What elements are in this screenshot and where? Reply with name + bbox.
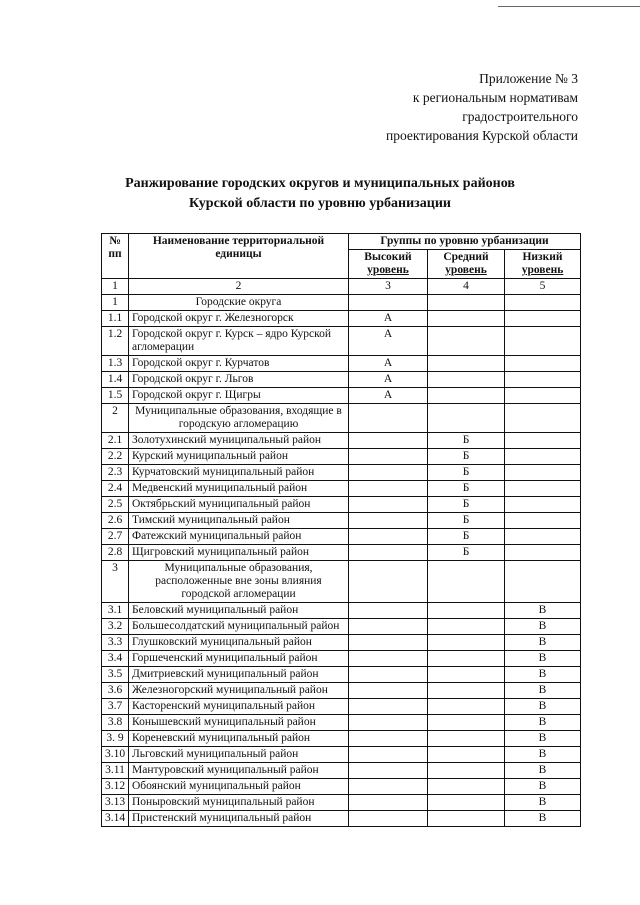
row-low-cell	[505, 465, 581, 481]
row-name-cell: Беловский муниципальный район	[129, 603, 349, 619]
row-number-cell: 1.5	[102, 388, 129, 404]
row-low-cell: В	[505, 699, 581, 715]
table-row	[102, 465, 581, 481]
row-low-cell	[505, 449, 581, 465]
row-number-cell: 3.5	[102, 667, 129, 683]
row-mid-cell: Б	[428, 529, 505, 545]
row-number-cell: 3.13	[102, 795, 129, 811]
row-mid-cell: Б	[428, 465, 505, 481]
row-low-cell: В	[505, 811, 581, 827]
row-high-cell	[349, 449, 428, 465]
row-low-cell: В	[505, 683, 581, 699]
table-row	[102, 779, 581, 795]
row-high-cell: А	[349, 327, 428, 356]
header-high-level: Высокий уровень	[349, 250, 428, 279]
row-low-cell: В	[505, 763, 581, 779]
row-mid-cell	[428, 619, 505, 635]
table-row	[102, 388, 581, 404]
row-name-cell: Октябрьский муниципальный район	[129, 497, 349, 513]
row-number-cell: 3.6	[102, 683, 129, 699]
row-name-cell: Тимский муниципальный район	[129, 513, 349, 529]
row-mid-cell	[428, 311, 505, 327]
row-mid-cell	[428, 747, 505, 763]
row-name-cell: Городской округ г. Щигры	[129, 388, 349, 404]
appendix-line-4: проектирования Курской области	[386, 128, 578, 143]
row-mid-cell: Б	[428, 449, 505, 465]
row-number-cell: 3.1	[102, 603, 129, 619]
row-low-cell	[505, 356, 581, 372]
row-name-cell: Обоянский муниципальный район	[129, 779, 349, 795]
row-high-cell	[349, 811, 428, 827]
row-mid-cell	[428, 795, 505, 811]
row-high-cell: А	[349, 372, 428, 388]
header-mid-level: Средний уровень	[428, 250, 505, 279]
row-name-cell: Железногорский муниципальный район	[129, 683, 349, 699]
title-line-1: Ранжирование городских округов и муниципальных районов	[125, 176, 515, 191]
row-name-cell: Городской округ г. Льгов	[129, 372, 349, 388]
row-mid-cell	[428, 811, 505, 827]
row-high-cell	[349, 651, 428, 667]
appendix-note	[330, 69, 578, 145]
appendix-line-3: градостроительного	[462, 109, 578, 124]
row-mid-cell: Б	[428, 481, 505, 497]
row-mid-cell	[428, 683, 505, 699]
header-row	[102, 234, 581, 250]
row-high-cell	[349, 513, 428, 529]
row-name-cell: Дмитриевский муниципальный район	[129, 667, 349, 683]
row-low-cell	[505, 497, 581, 513]
table-row	[102, 635, 581, 651]
row-low-cell	[505, 372, 581, 388]
row-low-cell	[505, 311, 581, 327]
header-low-level: Низкий уровень	[505, 250, 581, 279]
row-number-cell: 3. 9	[102, 731, 129, 747]
row-high-cell	[349, 619, 428, 635]
row-low-cell	[505, 561, 581, 603]
row-number-cell: 2.5	[102, 497, 129, 513]
row-name-cell: Большесолдатский муниципальный район	[129, 619, 349, 635]
row-mid-cell	[428, 295, 505, 311]
row-number-cell: 3.12	[102, 779, 129, 795]
row-number-cell: 3	[102, 561, 129, 603]
row-number-cell: 3.8	[102, 715, 129, 731]
table-row	[102, 763, 581, 779]
table-row	[102, 715, 581, 731]
row-high-cell	[349, 433, 428, 449]
row-number-cell: 2.8	[102, 545, 129, 561]
row-name-cell: Муниципальные образования, расположенные вне зоны влияния городской агломерации	[129, 561, 349, 603]
section-row	[102, 295, 581, 311]
colnum-cell: 2	[129, 279, 349, 295]
row-high-cell	[349, 545, 428, 561]
row-low-cell	[505, 295, 581, 311]
row-number-cell: 2.3	[102, 465, 129, 481]
row-name-cell: Городской округ г. Курск – ядро Курской агломерации	[129, 327, 349, 356]
row-number-cell: 3.10	[102, 747, 129, 763]
row-mid-cell: Б	[428, 545, 505, 561]
row-low-cell	[505, 404, 581, 433]
row-name-cell: Золотухинский муниципальный район	[129, 433, 349, 449]
row-low-cell: В	[505, 747, 581, 763]
table-row	[102, 372, 581, 388]
row-high-cell	[349, 667, 428, 683]
header-name: Наименование территориальной единицы	[129, 234, 349, 279]
row-high-cell	[349, 295, 428, 311]
appendix-line-2: к региональным нормативам	[412, 90, 578, 105]
table-row	[102, 603, 581, 619]
row-name-cell: Горшеченский муниципальный район	[129, 651, 349, 667]
row-high-cell	[349, 635, 428, 651]
row-number-cell: 2.7	[102, 529, 129, 545]
row-name-cell: Фатежский муниципальный район	[129, 529, 349, 545]
row-number-cell: 3.2	[102, 619, 129, 635]
row-low-cell: В	[505, 731, 581, 747]
row-number-cell: 1.2	[102, 327, 129, 356]
row-high-cell	[349, 404, 428, 433]
table-body	[102, 279, 581, 827]
row-high-cell	[349, 795, 428, 811]
row-high-cell	[349, 731, 428, 747]
row-high-cell	[349, 715, 428, 731]
row-name-cell: Городские округа	[129, 295, 349, 311]
document-title	[95, 174, 545, 214]
urbanization-ranking-table	[101, 233, 581, 827]
row-number-cell: 2	[102, 404, 129, 433]
row-name-cell: Щигровский муниципальный район	[129, 545, 349, 561]
row-low-cell: В	[505, 603, 581, 619]
row-mid-cell	[428, 715, 505, 731]
row-low-cell: В	[505, 795, 581, 811]
row-mid-cell	[428, 763, 505, 779]
table-row	[102, 731, 581, 747]
section-row	[102, 561, 581, 603]
row-high-cell: А	[349, 311, 428, 327]
colnum-cell: 1	[102, 279, 129, 295]
table-row	[102, 619, 581, 635]
table-row	[102, 433, 581, 449]
row-low-cell	[505, 513, 581, 529]
row-low-cell: В	[505, 619, 581, 635]
row-high-cell	[349, 763, 428, 779]
row-mid-cell	[428, 356, 505, 372]
row-name-cell: Муниципальные образования, входящие в городскую агломерацию	[129, 404, 349, 433]
row-mid-cell	[428, 779, 505, 795]
row-name-cell: Поныровский муниципальный район	[129, 795, 349, 811]
row-low-cell: В	[505, 715, 581, 731]
row-high-cell	[349, 497, 428, 513]
row-mid-cell	[428, 651, 505, 667]
table-row	[102, 481, 581, 497]
row-mid-cell	[428, 372, 505, 388]
row-number-cell: 3.14	[102, 811, 129, 827]
table-row	[102, 327, 581, 356]
table-row	[102, 545, 581, 561]
table-row	[102, 795, 581, 811]
header-number: № пп	[102, 234, 129, 279]
row-high-cell: А	[349, 388, 428, 404]
row-number-cell: 1.3	[102, 356, 129, 372]
section-row	[102, 404, 581, 433]
table-row	[102, 529, 581, 545]
top-edge-line	[498, 6, 640, 7]
row-number-cell: 2.6	[102, 513, 129, 529]
row-high-cell	[349, 481, 428, 497]
row-mid-cell	[428, 699, 505, 715]
table-row	[102, 683, 581, 699]
column-number-row	[102, 279, 581, 295]
row-mid-cell	[428, 561, 505, 603]
colnum-cell: 3	[349, 279, 428, 295]
row-name-cell: Пристенский муниципальный район	[129, 811, 349, 827]
row-number-cell: 3.11	[102, 763, 129, 779]
row-name-cell: Мантуровский муниципальный район	[129, 763, 349, 779]
row-name-cell: Касторенский муниципальный район	[129, 699, 349, 715]
title-line-2: Курской области по уровню урбанизации	[189, 196, 451, 211]
row-high-cell	[349, 683, 428, 699]
table-row	[102, 699, 581, 715]
row-mid-cell	[428, 731, 505, 747]
row-name-cell: Конышевский муниципальный район	[129, 715, 349, 731]
row-number-cell: 3.7	[102, 699, 129, 715]
table-row	[102, 513, 581, 529]
row-low-cell	[505, 327, 581, 356]
row-mid-cell	[428, 388, 505, 404]
row-name-cell: Медвенский муниципальный район	[129, 481, 349, 497]
row-mid-cell	[428, 327, 505, 356]
row-mid-cell: Б	[428, 497, 505, 513]
row-low-cell	[505, 481, 581, 497]
row-name-cell: Городской округ г. Курчатов	[129, 356, 349, 372]
row-high-cell	[349, 779, 428, 795]
row-mid-cell	[428, 635, 505, 651]
row-number-cell: 2.1	[102, 433, 129, 449]
row-name-cell: Городской округ г. Железногорск	[129, 311, 349, 327]
row-name-cell: Курчатовский муниципальный район	[129, 465, 349, 481]
table-row	[102, 449, 581, 465]
row-name-cell: Курский муниципальный район	[129, 449, 349, 465]
row-mid-cell: Б	[428, 513, 505, 529]
row-high-cell	[349, 529, 428, 545]
row-number-cell: 3.3	[102, 635, 129, 651]
row-high-cell	[349, 699, 428, 715]
row-number-cell: 2.4	[102, 481, 129, 497]
table-row	[102, 747, 581, 763]
row-number-cell: 2.2	[102, 449, 129, 465]
row-mid-cell	[428, 667, 505, 683]
row-number-cell: 3.4	[102, 651, 129, 667]
row-low-cell	[505, 529, 581, 545]
row-high-cell: А	[349, 356, 428, 372]
row-high-cell	[349, 603, 428, 619]
row-number-cell: 1.1	[102, 311, 129, 327]
colnum-cell: 5	[505, 279, 581, 295]
table-row	[102, 497, 581, 513]
table-row	[102, 311, 581, 327]
row-low-cell	[505, 433, 581, 449]
appendix-line-1: Приложение № 3	[479, 71, 578, 86]
row-name-cell: Глушковский муниципальный район	[129, 635, 349, 651]
row-high-cell	[349, 747, 428, 763]
row-number-cell: 1.4	[102, 372, 129, 388]
row-mid-cell	[428, 603, 505, 619]
row-mid-cell	[428, 404, 505, 433]
row-low-cell: В	[505, 635, 581, 651]
table-row	[102, 667, 581, 683]
row-low-cell: В	[505, 651, 581, 667]
table-row	[102, 651, 581, 667]
table-row	[102, 356, 581, 372]
row-mid-cell: Б	[428, 433, 505, 449]
row-low-cell: В	[505, 779, 581, 795]
row-high-cell	[349, 465, 428, 481]
header-groups: Группы по уровню урбанизации	[349, 234, 581, 250]
table-row	[102, 811, 581, 827]
row-name-cell: Кореневский муниципальный район	[129, 731, 349, 747]
row-low-cell: В	[505, 667, 581, 683]
row-name-cell: Льговский муниципальный район	[129, 747, 349, 763]
row-low-cell	[505, 388, 581, 404]
row-low-cell	[505, 545, 581, 561]
colnum-cell: 4	[428, 279, 505, 295]
row-number-cell: 1	[102, 295, 129, 311]
row-high-cell	[349, 561, 428, 603]
